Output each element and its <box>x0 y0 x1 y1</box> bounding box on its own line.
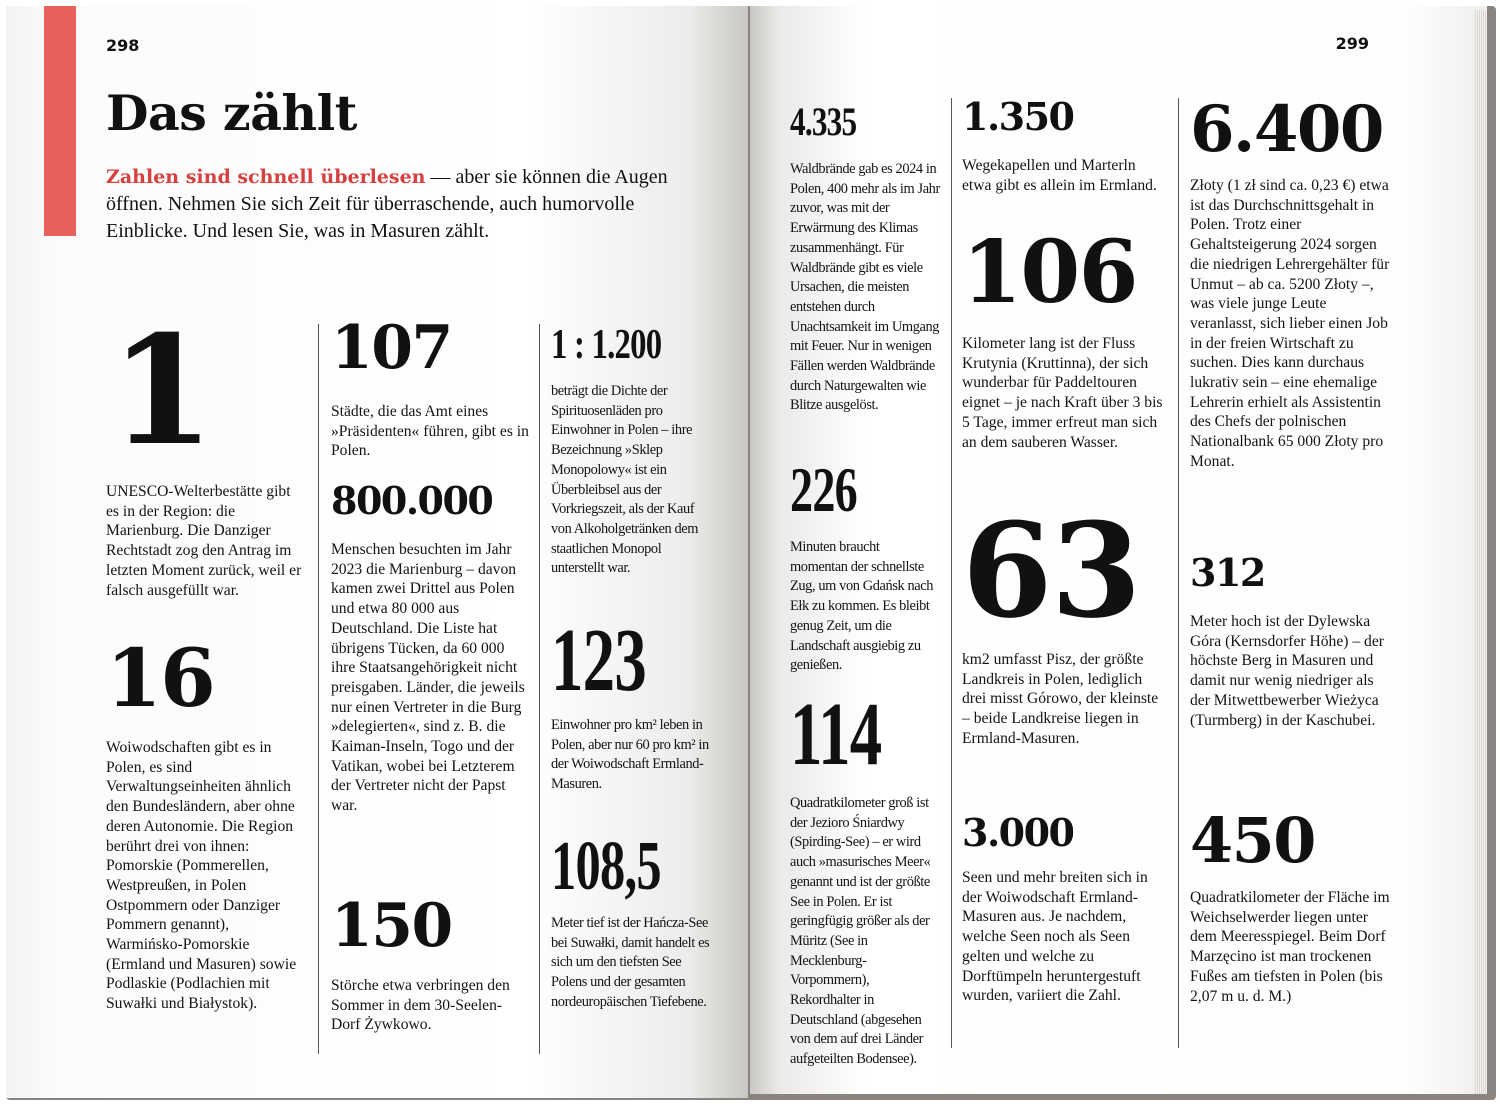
fact-column-3 <box>551 324 713 1084</box>
fact-text: Minuten braucht momentan der schnellste Zug, um von Gdańsk nach Ełk zu kommen. Es bleibt genug Zeit, um die Landschaft ausgiebig zu genießen. <box>790 539 934 674</box>
right-page <box>750 6 1487 1094</box>
fact-text: Meter hoch ist der Dylewska Góra (Kernsdorfer Höhe) – der höchste Berg in Masuren und damit nur wenig niedriger als der Mitwettbewerber Wieżyca (Turmberg) in der Kaschubei. <box>1190 613 1384 729</box>
fact-text: Woiwodschaften gibt es in Polen, es sind Verwaltungseinheiten ähnlich den Bundesländern, aber ohne deren Autonomie. Die Region berührt drei von ihnen: Pomorskie (Pommerellen, Westpreußen, in Polen Ostpommern oder Danziger Pommern genannt), Warmińsko-Pomorskie (Ermland und Masuren) sowie Podlaskie (Podlachien mit Suwałki und Białystok). <box>106 739 297 1013</box>
fact-item <box>1190 612 1394 730</box>
fact-item <box>331 891 452 961</box>
fact-item <box>106 631 215 725</box>
fact-text: Meter tief ist der Hańcza-See bei Suwałki, damit handelt es sich um den tiefsten See Polens und der gesamten nordeuropäischen Tiefebene. <box>551 915 710 1010</box>
fact-text: Quadratkilometer groß ist der Jezioro Śniardwy (Spirding-See) – er wird auch »masurisches Meer« genannt und ist der größte See in Polen. Er ist geringfügig größer als der Müritz (See in Mecklenburg-Vorpommern), Rekordhalter in Deutschland (abgesehen von dem auf drei Länder aufgeteilten Bodensee). <box>790 795 931 1068</box>
fact-number: 312 <box>1190 550 1265 595</box>
fact-number: 3.000 <box>962 810 1074 855</box>
fact-column-2 <box>331 313 531 1078</box>
fact-item <box>331 478 493 523</box>
fact-text: Störche etwa verbringen den Sommer in dem 30-Seelen-Dorf Żywkowo. <box>331 977 510 1034</box>
fact-text: Einwohner pro km² leben in Polen, aber nur 60 pro km² in der Woiwodschaft Ermland-Masuren. <box>551 717 709 793</box>
fact-number: 123 <box>551 611 647 710</box>
fact-text: Waldbrände gab es 2024 in Polen, 400 mehr als im Jahr zuvor, was mit der Erwärmung des Klimas zusammenhängt. Für Waldbrände gibt es viele Ursachen, die meisten entstehen durch Unachtsamkeit im Umgang mit Feuer. Nur in wenigen Fällen werden Waldbrände durch Naturgewalten wie Blitze ausgelöst. <box>790 161 940 414</box>
fact-text: Wegekapellen und Marterln etwa gibt es allein im Ermland. <box>962 157 1157 194</box>
intro-rest: — aber sie können die Augen öffnen. Nehmen Sie sich Zeit für überraschende, auch humorvolle Einblicke. Und lesen Sie, was in Masuren zählt. <box>106 166 668 242</box>
fact-text: Złoty (1 zł sind ca. 0,23 €) etwa ist das Durchschnittsgehalt in Polen. Trotz einer Gehaltsteigerung 2024 sorgen die niedrigen Lehrergehälter für Unmut – ab ca. 5200 Złoty –, was viele junge Leute veranlasst, sich lieber einen Job in der freien Wirtschaft zu suchen. Dies kann durchaus lukrativ sein – eine ehemalige Lehrerin erhielt als Assistentin des Chefs der polnischen Nationalbank 65 000 Złoty pro Monat. <box>1190 177 1390 470</box>
page-title: Das zählt <box>106 84 357 142</box>
fact-text: Kilometer lang ist der Fluss Krutynia (Kruttinna), der sich wunderbar für Paddeltouren eignet – je nach Kraft über 3 bis 5 Tage, immer erfreut man sich an dem sauberen Wasser. <box>962 335 1163 451</box>
fact-number: 6.400 <box>1190 92 1383 167</box>
fact-item <box>962 222 1138 323</box>
fact-item <box>106 303 213 479</box>
fact-number: 1 : 1.200 <box>551 322 662 368</box>
fact-text: Seen und mehr breiten sich in der Woiwodschaft Ermland-Masuren aus. Je nachdem, welche Seen noch als Seen gelten und welche zu Dorftümpeln heruntergestuft wurden, variiert die Zahl. <box>962 869 1148 1005</box>
fact-item <box>790 685 917 784</box>
fact-item <box>551 382 713 579</box>
fact-number: 450 <box>1190 804 1315 877</box>
fact-text: Menschen besuchten im Jahr 2023 die Marienburg – davon kamen zwei Drittel aus Polen und etwa 80 000 aus Deutschland. Die Liste hat übrigens Tücken, da 60 000 ihre Staatsangehörigkeit nicht preisgaben. Länder, die jeweils nur einen Vertreter in die Burg »delegierten«, sind z. B. die Kaiman-Inseln, Togo und der Vatikan, wobei bei Letzterem der Vertreter nicht der Papst war. <box>331 541 525 815</box>
fact-item <box>331 402 531 461</box>
page-edge <box>1475 10 1487 1094</box>
fact-number: 800.000 <box>331 478 493 523</box>
fact-number: 1 <box>110 303 213 479</box>
fact-item <box>1190 92 1383 167</box>
intro-text <box>106 164 706 245</box>
fact-item <box>790 794 940 1070</box>
fact-number: 108,5 <box>551 828 661 905</box>
fact-number: 226 <box>790 454 857 525</box>
fact-item <box>962 868 1168 1006</box>
fact-column-4 <box>790 99 940 1068</box>
fact-item <box>962 810 1074 855</box>
fact-item <box>790 99 875 144</box>
accent-bar <box>44 6 76 236</box>
fact-number: 1.350 <box>962 94 1074 139</box>
fact-item <box>962 94 1074 139</box>
fact-item <box>551 324 693 366</box>
fact-item <box>551 716 713 795</box>
column-divider <box>318 324 319 1054</box>
fact-item <box>790 538 940 676</box>
fact-item <box>1190 804 1315 877</box>
column-divider <box>539 324 540 1054</box>
fact-item <box>962 650 1168 749</box>
fact-column-6 <box>1190 92 1394 1058</box>
fact-item <box>962 334 1168 452</box>
fact-text: km2 umfasst Pisz, der größte Landkreis in Polen, lediglich drei misst Górowo, der kleinste – beide Landkreise liegen in Ermland-Masuren. <box>962 651 1159 747</box>
fact-item <box>331 540 531 816</box>
fact-item <box>331 976 531 1035</box>
fact-number: 4.335 <box>790 99 857 144</box>
fact-item <box>551 611 683 710</box>
fact-number: 150 <box>331 891 452 961</box>
fact-item <box>1190 888 1394 1006</box>
page-number-right: 299 <box>1335 34 1369 53</box>
fact-item <box>106 482 306 600</box>
fact-item <box>1190 550 1265 595</box>
fact-number: 63 <box>962 494 1140 647</box>
book-spread <box>6 6 1496 1100</box>
fact-item <box>551 914 713 1013</box>
fact-number: 16 <box>106 631 215 725</box>
fact-column-1 <box>106 303 306 1076</box>
fact-text: Quadratkilometer der Fläche im Weichselwerder liegen unter dem Meeresspiegel. Beim Dorf Marzęcino ist man trockenen Fußes am tiefsten in Polen (bis 2,07 m u. d. M.) <box>1190 889 1390 1005</box>
fact-item <box>551 828 704 905</box>
fact-item <box>790 160 940 416</box>
fact-item <box>962 494 1140 647</box>
fact-text: Städte, die das Amt eines »Präsidenten« führen, gibt es in Polen. <box>331 403 529 460</box>
fact-text: beträgt die Dichte der Spirituosenläden pro Einwohner in Polen – ihre Bezeichnung »Sklep Monopolowy« ist ein Überbleibsel aus der Vorkriegszeit, als der Kauf von Alkoholgetränken dem staatlichen Monopol unterstellt war. <box>551 383 699 577</box>
fact-column-5 <box>962 94 1168 1058</box>
fact-item <box>962 156 1168 195</box>
column-divider <box>951 98 952 1048</box>
fact-item <box>790 454 883 525</box>
left-page <box>6 6 748 1098</box>
page-number-left: 298 <box>106 36 140 55</box>
fact-item <box>1190 176 1394 472</box>
column-divider <box>1178 98 1179 1048</box>
fact-number: 107 <box>331 313 452 383</box>
fact-item <box>106 738 306 1014</box>
fact-number: 106 <box>962 222 1138 323</box>
fact-text: UNESCO-Welterbestätte gibt es in der Region: die Marienburg. Die Danziger Rechtstadt zog den Antrag im letzten Moment zurück, weil er falsch ausgefüllt war. <box>106 483 302 599</box>
fact-item <box>331 313 452 383</box>
fact-number: 114 <box>790 685 882 784</box>
intro-highlight: Zahlen sind schnell überlesen <box>106 166 426 188</box>
